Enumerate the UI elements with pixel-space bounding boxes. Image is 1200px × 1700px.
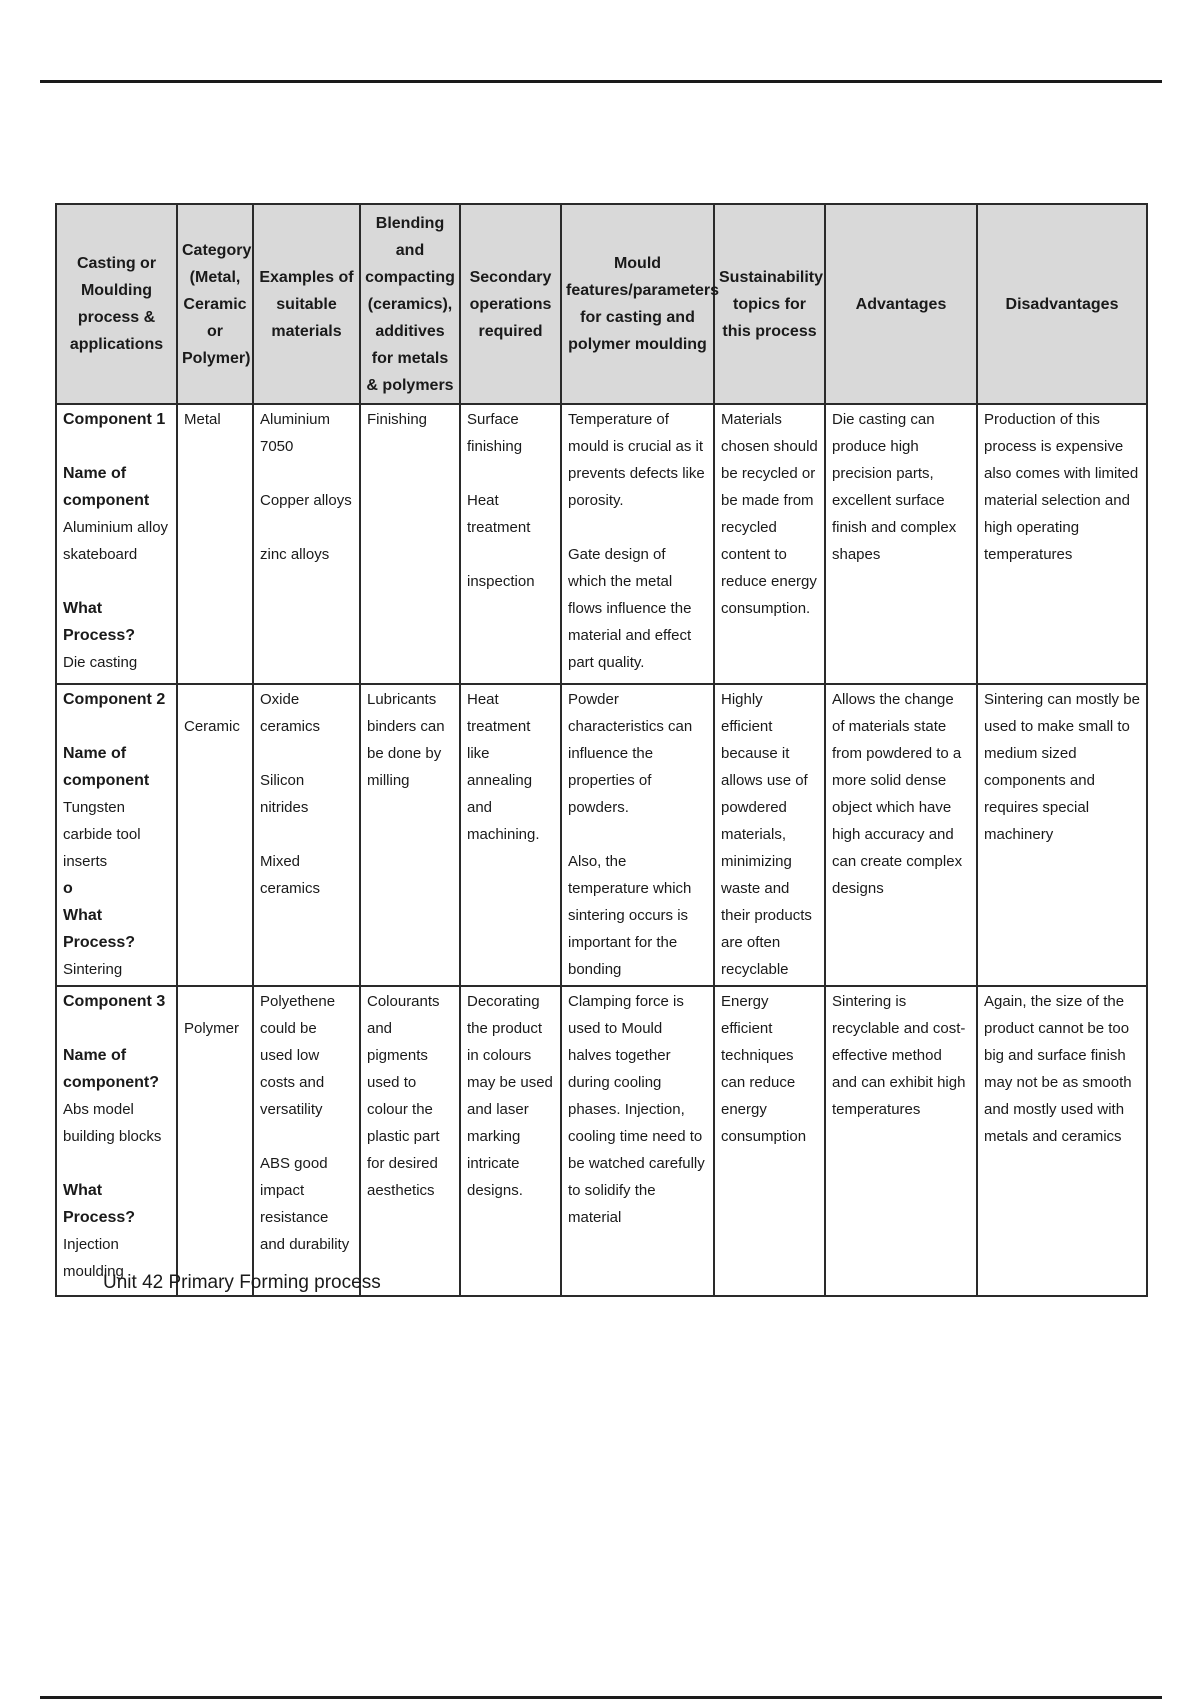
process-label: What Process? bbox=[63, 1182, 136, 1226]
process-cell bbox=[56, 404, 177, 684]
header-row bbox=[56, 204, 1147, 404]
sustainability-cell bbox=[714, 404, 825, 684]
materials-cell bbox=[253, 684, 360, 986]
blending-cell bbox=[360, 404, 460, 684]
table-row bbox=[56, 404, 1147, 684]
bottom-rule bbox=[40, 1696, 1162, 1699]
header-materials: Examples of suitable materials bbox=[253, 204, 360, 404]
material-item: Silicon nitrides bbox=[260, 772, 309, 816]
mould-cell bbox=[561, 684, 714, 986]
table-row bbox=[56, 986, 1147, 1296]
secondary-item: Decorating the product in colours may be used and laser marking intricate designs. bbox=[467, 993, 553, 1199]
blending-cell bbox=[360, 684, 460, 986]
mould-item: Also, the temperature which sintering occurs is important for the bonding bbox=[568, 853, 692, 978]
process-table bbox=[55, 203, 1148, 1297]
page-caption: Unit 42 Primary Forming process bbox=[103, 1272, 381, 1293]
material-item: ABS good impact resistance and durability bbox=[260, 1155, 350, 1253]
header-mould: Mould features/parameters for casting and polymer moulding bbox=[561, 204, 714, 404]
header-disadvantages: Disadvantages bbox=[977, 204, 1147, 404]
disadvantages-cell bbox=[977, 684, 1147, 986]
stray-mark: o bbox=[63, 880, 73, 897]
disadvantages-value: Again, the size of the product cannot be too big and surface finish may not be as smooth and mostly used with metals and ceramics bbox=[984, 993, 1132, 1145]
mould-cell bbox=[561, 404, 714, 684]
header-process: Casting or Moulding process & applications bbox=[56, 204, 177, 404]
sustainability-value: Energy efficient techniques can reduce energy consumption bbox=[721, 993, 807, 1145]
name-label: Name of component? bbox=[63, 1047, 159, 1091]
materials-cell bbox=[253, 404, 360, 684]
component-title: Component 3 bbox=[63, 993, 166, 1010]
advantages-cell bbox=[825, 404, 977, 684]
category-value: Ceramic bbox=[184, 718, 240, 735]
category-cell bbox=[177, 986, 253, 1296]
process-value: Die casting bbox=[63, 654, 138, 671]
secondary-cell bbox=[460, 684, 561, 986]
blending-value: Finishing bbox=[367, 411, 428, 428]
name-value: Tungsten carbide tool inserts bbox=[63, 799, 141, 870]
blending-cell bbox=[360, 986, 460, 1296]
process-cell bbox=[56, 684, 177, 986]
materials-cell bbox=[253, 986, 360, 1296]
mould-item: Powder characteristics can influence the properties of powders. bbox=[568, 691, 693, 816]
sustainability-cell bbox=[714, 986, 825, 1296]
mould-item: Gate design of which the metal flows influence the material and effect part quality. bbox=[568, 546, 692, 671]
process-cell bbox=[56, 986, 177, 1296]
category-value: Metal bbox=[184, 411, 221, 428]
disadvantages-cell bbox=[977, 404, 1147, 684]
mould-cell bbox=[561, 986, 714, 1296]
material-item: zinc alloys bbox=[260, 546, 330, 563]
process-value: Sintering bbox=[63, 961, 123, 978]
header-advantages: Advantages bbox=[825, 204, 977, 404]
category-cell bbox=[177, 404, 253, 684]
blending-value: Colourants and pigments used to colour the plastic part for desired aesthetics bbox=[367, 993, 440, 1199]
component-title: Component 2 bbox=[63, 691, 166, 708]
advantages-value: Die casting can produce high precision parts, excellent surface finish and complex shapes bbox=[832, 411, 957, 563]
mould-item: Clamping force is used to Mould halves together during cooling phases. Injection, cooling time need to be watched carefully to solidify the material bbox=[568, 993, 705, 1226]
name-label: Name of component bbox=[63, 465, 150, 509]
blending-value: Lubricants binders can be done by milling bbox=[367, 691, 445, 789]
header-secondary: Secondary operations required bbox=[460, 204, 561, 404]
sustainability-value: Highly efficient because it allows use of powdered materials, minimizing waste and their products are often recyclable bbox=[721, 691, 812, 978]
process-label: What Process? bbox=[63, 600, 136, 644]
header-sustainability: Sustainability topics for this process bbox=[714, 204, 825, 404]
sustainability-value: Materials chosen should be recycled or be made from recycled content to reduce energy consumption. bbox=[721, 411, 818, 617]
name-value: Aluminium alloy skateboard bbox=[63, 519, 169, 563]
advantages-cell bbox=[825, 684, 977, 986]
secondary-cell bbox=[460, 404, 561, 684]
secondary-item: Heat treatment like annealing and machining. bbox=[467, 691, 540, 843]
advantages-cell bbox=[825, 986, 977, 1296]
material-item: Polyethene could be used low costs and versatility bbox=[260, 993, 336, 1118]
secondary-item: Heat treatment bbox=[467, 492, 531, 536]
name-value: Abs model building blocks bbox=[63, 1101, 162, 1145]
secondary-cell bbox=[460, 986, 561, 1296]
top-rule bbox=[40, 80, 1162, 83]
advantages-value: Sintering is recyclable and cost-effective method and can exhibit high temperatures bbox=[832, 993, 966, 1118]
name-label: Name of component bbox=[63, 745, 150, 789]
category-value: Polymer bbox=[184, 1020, 240, 1037]
disadvantages-cell bbox=[977, 986, 1147, 1296]
advantages-value: Allows the change of materials state from powdered to a more solid dense object which have high accuracy and can create complex designs bbox=[832, 691, 963, 897]
material-item: Aluminium 7050 bbox=[260, 411, 331, 455]
sustainability-cell bbox=[714, 684, 825, 986]
table-row bbox=[56, 684, 1147, 986]
disadvantages-value: Production of this process is expensive also comes with limited material selection and high operating temperatures bbox=[984, 411, 1139, 563]
process-value: Injection moulding bbox=[63, 1236, 124, 1280]
material-item: Copper alloys bbox=[260, 492, 352, 509]
header-category: Category (Metal, Ceramic or Polymer) bbox=[177, 204, 253, 404]
material-item: Mixed ceramics bbox=[260, 853, 321, 897]
disadvantages-value: Sintering can mostly be used to make small to medium sized components and requires special machinery bbox=[984, 691, 1140, 843]
category-cell bbox=[177, 684, 253, 986]
mould-item: Temperature of mould is crucial as it prevents defects like porosity. bbox=[568, 411, 705, 509]
process-label: What Process? bbox=[63, 907, 136, 951]
secondary-item: Surface finishing bbox=[467, 411, 523, 455]
material-item: Oxide ceramics bbox=[260, 691, 321, 735]
component-title: Component 1 bbox=[63, 411, 166, 428]
header-blending: Blending and compacting (ceramics), additives for metals & polymers bbox=[360, 204, 460, 404]
secondary-item: inspection bbox=[467, 573, 535, 590]
